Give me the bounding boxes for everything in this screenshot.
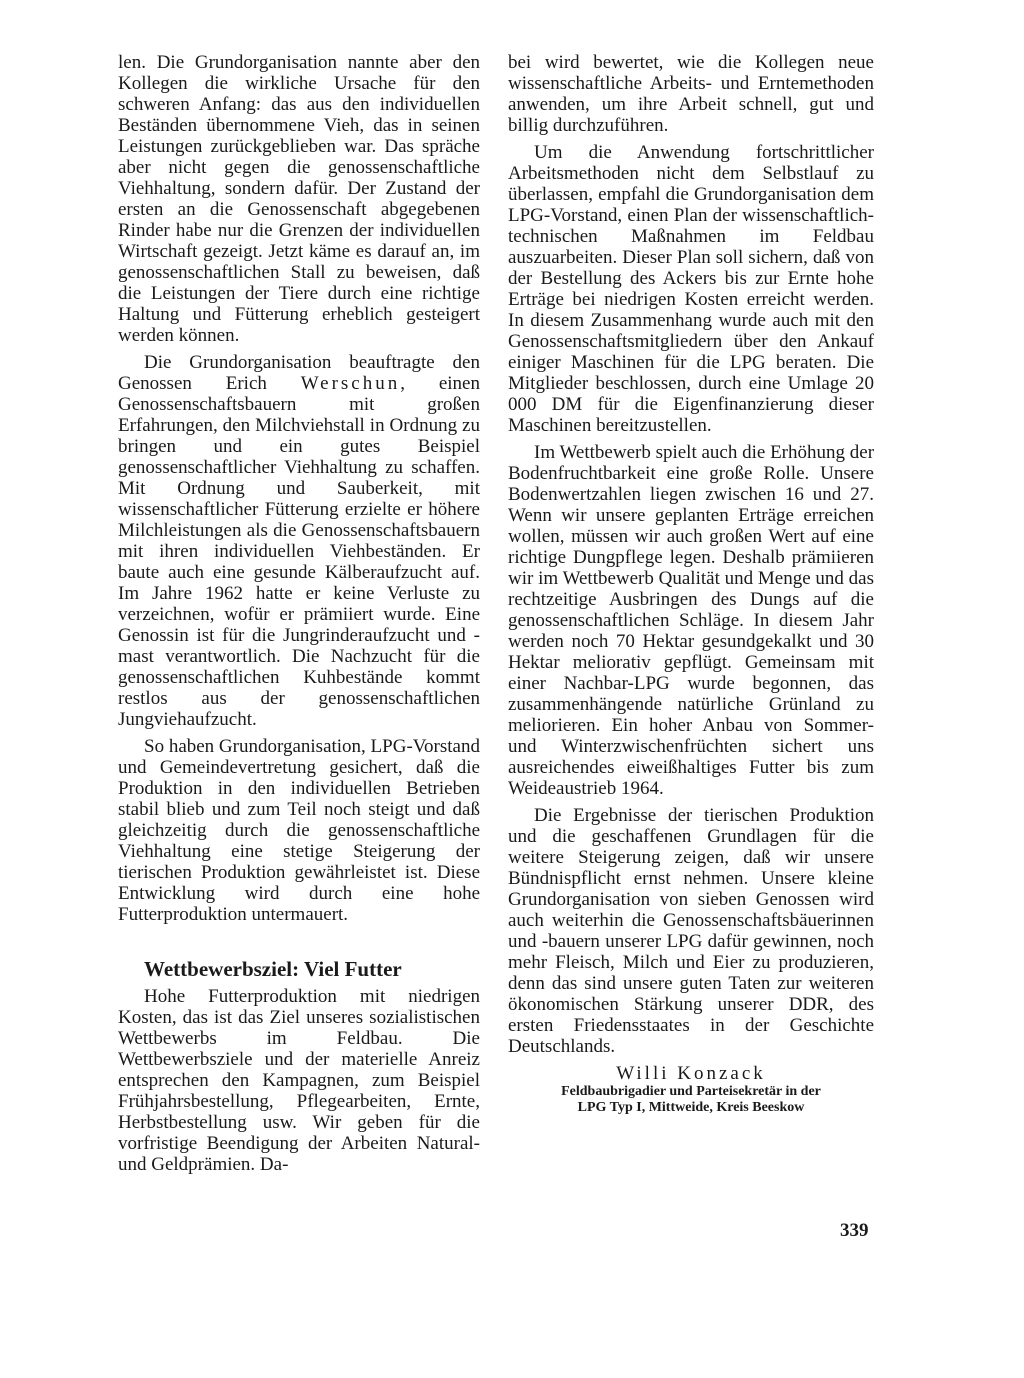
person-name: Werschun (300, 373, 401, 394)
paragraph: Die Ergebnisse der tierischen Produktion und die geschaffenen Grundlagen für die weitere Steigerung zeigen, daß wir unsere Bündnispflicht ernst nehmen. Unsere kleine Grundorganisation von sieben Genossen wird auch weiterhin die Genossenschaftsbäuerinnen und -bauern unserer LPG dafür gewinnen, noch mehr Fleisch, Milch und Eier zu produzieren, denn das sind unsere guten Taten zur weiteren ökonomischen Stärkung unserer DDR, des ersten Friedensstaates in der Geschichte Deutschlands. (508, 805, 874, 1057)
left-column (118, 52, 480, 1181)
paragraph: Um die Anwendung fortschrittlicher Arbeitsmethoden nicht dem Selbstlauf zu überlassen, empfahl die Grundorganisation dem LPG-Vorstand, einen Plan der wissenschaftlich-technischen Maßnahmen im Feldbau auszuarbeiten. Dieser Plan soll sichern, daß von der Bestellung des Ackers bis zur Ernte hohe Erträge bei niedrigen Kosten erreicht werden. In diesem Zusammenhang wurde auch mit den Genossenschaftsmitgliedern über den Ankauf einiger Maschinen für die LPG beraten. Die Mitglieder beschlossen, durch eine Umlage 20 000 DM für die Eigenfinanzierung dieser Maschinen bereitzustellen. (508, 142, 874, 436)
section-heading: Wettbewerbsziel: Viel Futter (144, 957, 402, 981)
signature-name: Willi Konzack (616, 1063, 766, 1084)
page-number: 339 (840, 1220, 869, 1241)
paragraph (118, 352, 480, 730)
paragraph-text: Die Grundorganisation beauftragte den Genossen Erich (118, 352, 480, 394)
paragraph: bei wird bewertet, wie die Kollegen neue wissenschaftliche Arbeits- und Erntemethoden anwenden, um ihre Arbeit schnell, gut und billig durchzuführen. (508, 52, 874, 136)
paragraph: So haben Grundorganisation, LPG-Vorstand und Gemeindevertretung gesichert, daß die Produktion in den individuellen Betrieben stabil blieb und zum Teil noch steigt und daß gleichzeitig durch die genossenschaftliche Viehhaltung eine stetige Steigerung der tierischen Produktion gewährleistet ist. Diese Entwicklung wird durch eine hohe Futterproduktion untermauert. (118, 736, 480, 925)
paragraph: Hohe Futterproduktion mit niedrigen Kosten, das ist das Ziel unseres sozialistischen Wettbewerbs im Feldbau. Die Wettbewerbsziele und der materielle Anreiz entsprechen den Kampagnen, zum Beispiel Frühjahrsbestellung, Pflegearbeiten, Ernte, Herbstbestellung usw. Wir geben für die vorfristige Beendigung der Arbeiten Natural- und Geldprämien. Da- (118, 986, 480, 1175)
paragraph-text: , einen Genossenschaftsbauern mit großen Erfahrungen, den Milchviehstall in Ordnung zu bringen und ein gutes Beispiel genossenschaftlicher Viehhaltung zu schaffen. Mit Ordnung und Sauberkeit, mit wissenschaftlicher Fütterung erzielte er höhere Milchleistungen als die Genossenschaftsbauern mit ihren individuellen Viehbeständen. Er baute auch eine gesunde Kälberaufzucht auf. Im Jahre 1962 hatte er keine Verluste zu verzeichnen, wofür er prämiiert wurde. Eine Genossin ist für die Jungrinderaufzucht und -mast verantwortlich. Die Nachzucht für die genossenschaftlichen Kuhbestände kommt restlos aus der genossenschaftlichen Jungviehaufzucht. (118, 373, 480, 730)
right-column (508, 52, 874, 1116)
paragraph: len. Die Grundorganisation nannte aber den Kollegen die wirkliche Ursache für den schweren Anfang: das aus den individuellen Beständen übernommene Vieh, das in seinen Leistungen zurückgeblieben war. Das spräche aber nicht gegen die genossenschaftliche Viehhaltung, sondern dafür. Der Zustand der ersten an die Genossenschaft abgegebenen Rinder habe nur die Grenzen der individuellen Wirtschaft gezeigt. Jetzt käme es darauf an, im genossenschaftlichen Stall zu beweisen, daß die Leistungen der Tiere durch eine richtige Haltung und Fütterung erheblich gesteigert werden können. (118, 52, 480, 346)
signature-role-line: LPG Typ I, Mittweide, Kreis Beeskow (577, 1100, 805, 1115)
paragraph: Im Wettbewerb spielt auch die Erhöhung der Bodenfruchtbarkeit eine große Rolle. Unsere Bodenwertzahlen liegen zwischen 16 und 27. Wenn wir unsere geplanten Erträge erreichen wollen, müssen wir auch großen Wert auf eine richtige Dungpflege legen. Deshalb prämiieren wir im Wettbewerb Qualität und Menge und das rechtzeitige Ausbringen des Dungs auf die genossenschaftlichen Schläge. In diesem Jahr werden noch 70 Hektar gesundgekalkt und 30 Hektar meliorativ gepflügt. Gemeinsam mit einer Nachbar-LPG wurde begonnen, das zusammenhängende natürliche Grünland zu meliorieren. Ein hoher Anbau von Sommer- und Winterzwischenfrüchten sichert uns ausreichendes eiweißhaltiges Futter bis zum Weideaustrieb 1964. (508, 442, 875, 799)
signature-role-line: Feldbaubrigadier und Parteisekretär in der (561, 1084, 821, 1099)
